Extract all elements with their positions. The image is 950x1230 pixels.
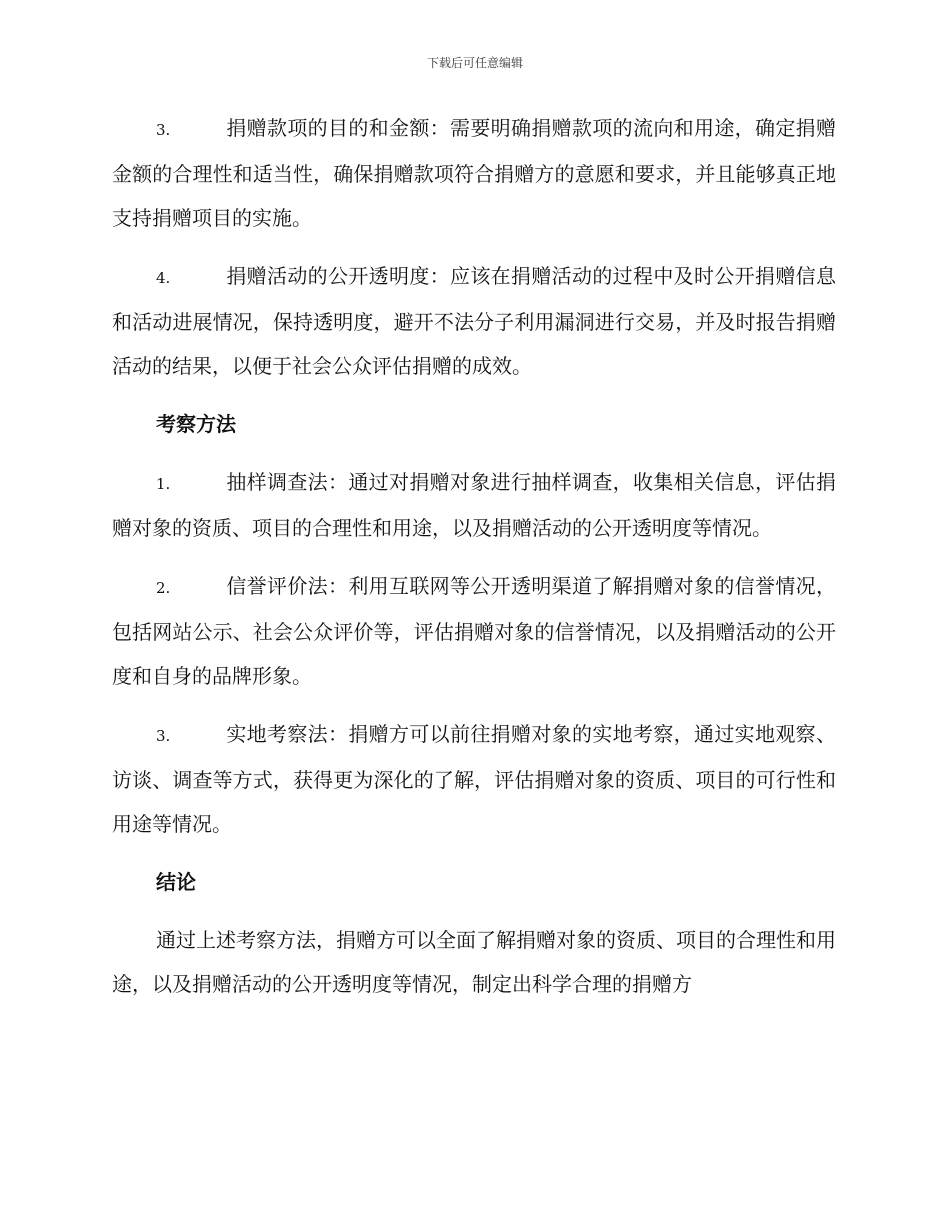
item-text: 实地考察法：捐赠方可以前往捐赠对象的实地考察，通过实地观察、访谈、调查等方式，获得更为深化的了解，评估捐赠对象的资质、项目的可行性和用途等情况。 (112, 722, 836, 836)
section-heading-methods: 考察方法 (156, 412, 236, 436)
document-body (112, 106, 836, 1020)
item-number: 1. (156, 475, 171, 493)
item-text: 信誉评价法：利用互联网等公开透明渠道了解捐赠对象的信誉情况，包括网站公示、社会公众评价等，评估捐赠对象的信誉情况，以及捐赠活动的公开度和自身的品牌形象。 (112, 574, 836, 688)
list-item (112, 712, 836, 846)
item-text: 抽样调查法：通过对捐赠对象进行抽样调查，收集相关信息，评估捐赠对象的资质、项目的合理性和用途，以及捐赠活动的公开透明度等情况。 (112, 470, 836, 540)
list-item (112, 106, 836, 240)
item-text: 捐赠活动的公开透明度：应该在捐赠活动的过程中及时公开捐赠信息和活动进展情况，保持透明度，避开不法分子利用漏洞进行交易，并及时报告捐赠活动的结果，以便于社会公众评估捐赠的成效。 (112, 264, 836, 378)
item-number: 2. (156, 579, 171, 597)
item-text: 捐赠款项的目的和金额：需要明确捐赠款项的流向和用途，确定捐赠金额的合理性和适当性，确保捐赠款项符合捐赠方的意愿和要求，并且能够真正地支持捐赠项目的实施。 (112, 116, 836, 230)
conclusion-paragraph: 通过上述考察方法，捐赠方可以全面了解捐赠对象的资质、项目的合理性和用途，以及捐赠活动的公开透明度等情况，制定出科学合理的捐赠方 (112, 928, 836, 996)
list-item (112, 564, 836, 698)
list-item (112, 460, 836, 550)
item-number: 4. (156, 269, 171, 287)
item-number: 3. (156, 727, 171, 745)
header-note: 下载后可任意编辑 (426, 56, 523, 70)
item-number: 3. (156, 121, 171, 139)
section-heading-conclusion: 结论 (156, 870, 196, 894)
list-item (112, 254, 836, 388)
